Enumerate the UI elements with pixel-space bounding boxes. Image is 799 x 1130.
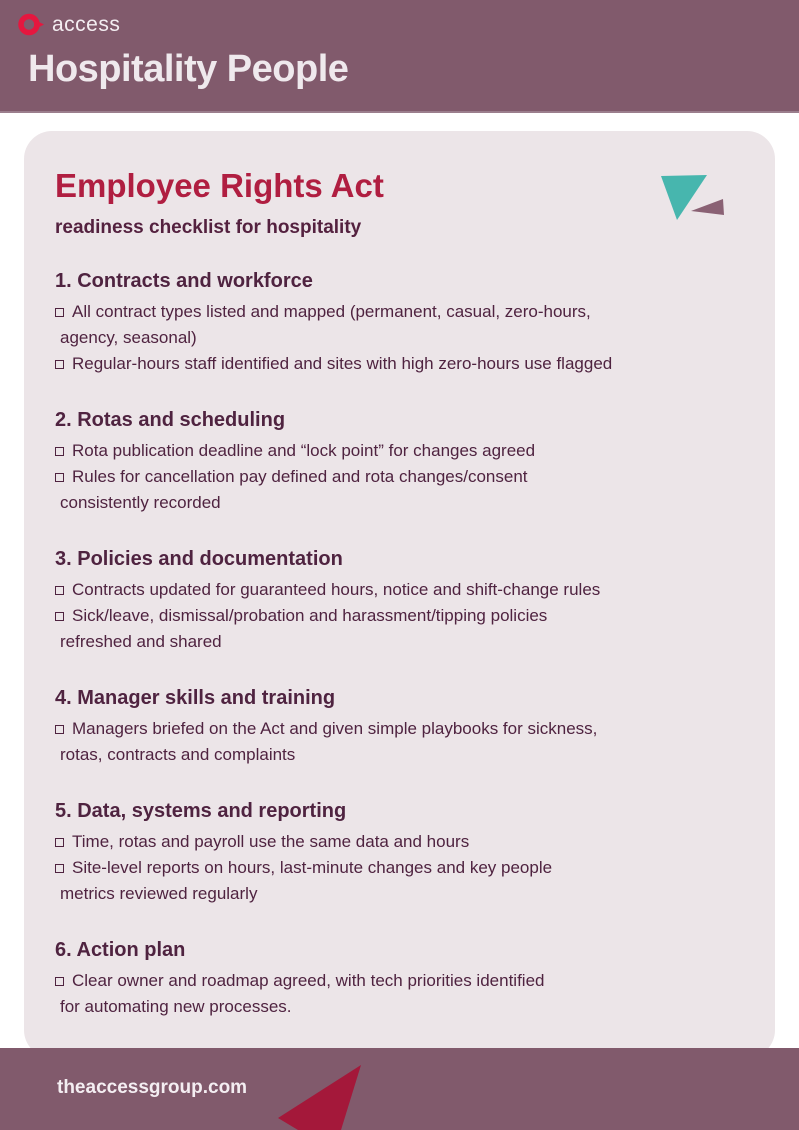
footer xyxy=(0,1048,799,1130)
checklist-item: Sick/leave, dismissal/probation and harassment/tipping policies refreshed and shared xyxy=(55,603,725,655)
checkbox-square-icon xyxy=(55,612,64,621)
checklist-item: Time, rotas and payroll use the same data and hours xyxy=(55,829,725,855)
checkbox-square-icon xyxy=(55,308,64,317)
checklist-item: Managers briefed on the Act and given simple playbooks for sickness, rotas, contracts and complaints xyxy=(55,716,725,768)
checklist-sections xyxy=(55,267,725,1020)
checklist-card xyxy=(24,131,775,1058)
checkbox-square-icon xyxy=(55,473,64,482)
card-title: Employee Rights Act xyxy=(55,167,384,204)
section-heading: 1. Contracts and workforce xyxy=(55,270,313,292)
access-ring-pointer-icon xyxy=(18,11,45,38)
checklist-item: Rota publication deadline and “lock point” for changes agreed xyxy=(55,438,725,464)
section-heading: 3. Policies and documentation xyxy=(55,548,343,570)
checklist-section xyxy=(55,267,725,377)
section-heading: 2. Rotas and scheduling xyxy=(55,409,286,431)
checkbox-square-icon xyxy=(55,725,64,734)
page-title: Hospitality People xyxy=(28,48,349,90)
card-subtitle: readiness checklist for hospitality xyxy=(55,217,362,238)
teal-purple-triangles-icon xyxy=(653,169,729,225)
brand-name: access xyxy=(52,12,121,36)
checkbox-square-icon xyxy=(55,360,64,369)
footer-url[interactable]: theaccessgroup.com xyxy=(57,1077,248,1098)
brand xyxy=(18,11,799,38)
checkbox-square-icon xyxy=(55,864,64,873)
checklist-item: Contracts updated for guaranteed hours, notice and shift-change rules xyxy=(55,577,725,603)
section-heading: 4. Manager skills and training xyxy=(55,687,336,709)
checklist-item: Regular-hours staff identified and sites with high zero-hours use flagged xyxy=(55,351,725,377)
checkbox-square-icon xyxy=(55,447,64,456)
checklist-section xyxy=(55,545,725,655)
checkbox-square-icon xyxy=(55,586,64,595)
checklist-section xyxy=(55,406,725,516)
card-head xyxy=(55,164,725,241)
checklist-item: Clear owner and roadmap agreed, with tech priorities identified for automating new processes. xyxy=(55,968,725,1020)
section-heading: 5. Data, systems and reporting xyxy=(55,800,347,822)
checklist-item: Rules for cancellation pay defined and rota changes/consent consistently recorded xyxy=(55,464,725,516)
checkbox-square-icon xyxy=(55,838,64,847)
checklist-section xyxy=(55,936,725,1020)
checklist-section xyxy=(55,797,725,907)
checklist-item: Site-level reports on hours, last-minute changes and key people metrics reviewed regularly xyxy=(55,855,725,907)
checklist-item: All contract types listed and mapped (permanent, casual, zero-hours, agency, seasonal) xyxy=(55,299,725,351)
checkbox-square-icon xyxy=(55,977,64,986)
section-heading: 6. Action plan xyxy=(55,939,186,961)
checklist-section xyxy=(55,684,725,768)
header xyxy=(0,0,799,113)
